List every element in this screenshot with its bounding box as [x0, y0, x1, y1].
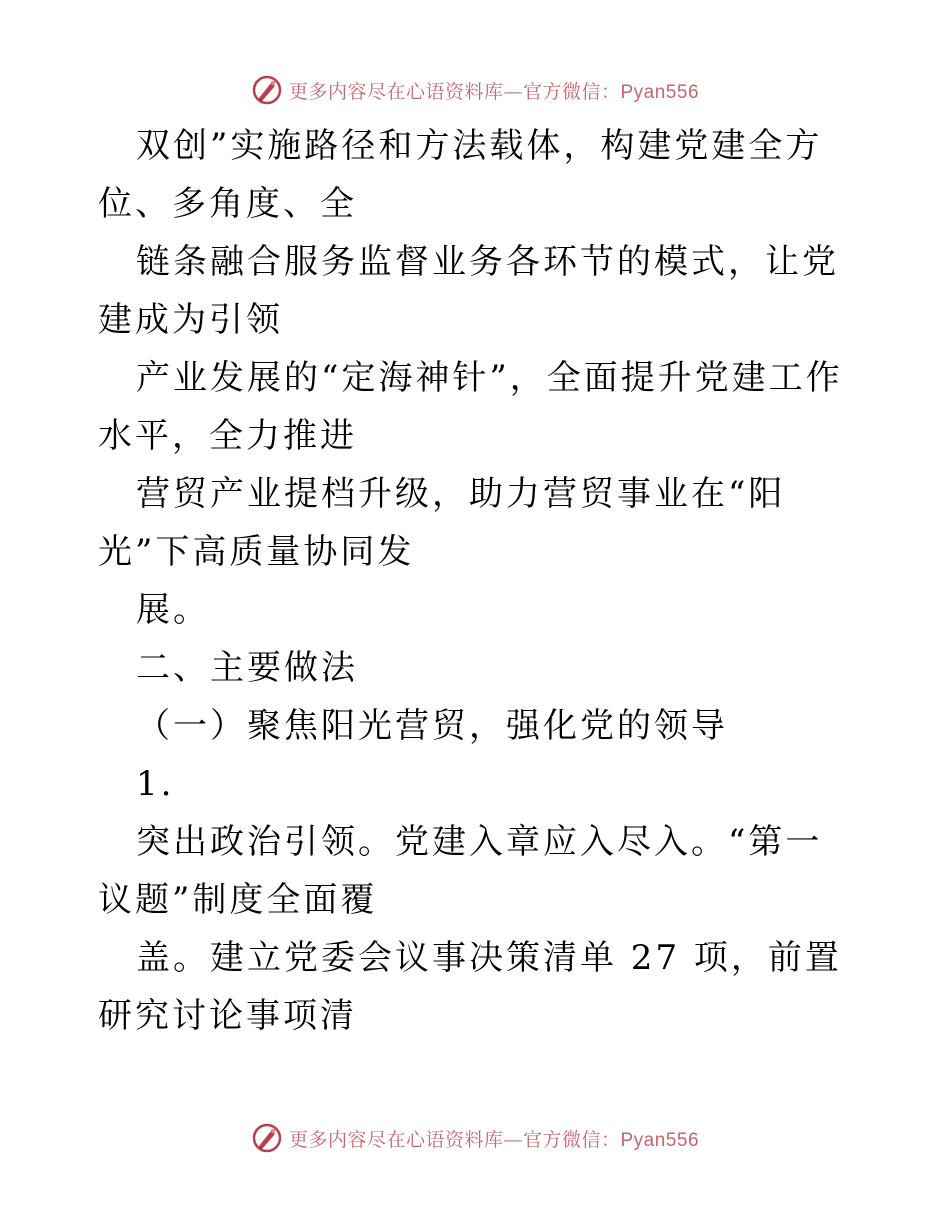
- document-body: [98, 117, 858, 1045]
- footer-watermark: [0, 1118, 950, 1158]
- watermark-text: [289, 77, 699, 104]
- list-number: 1.: [136, 764, 175, 804]
- watermark-account-id: Pyan556: [620, 81, 700, 103]
- watermark-brand: 更多内容尽在心语资料库: [288, 80, 504, 103]
- paragraph: 展。: [136, 590, 210, 630]
- section-heading: 二、主要做法: [136, 648, 358, 688]
- watermark-separator: —: [503, 80, 523, 103]
- watermark-account-label: 官方微信：: [522, 1128, 621, 1151]
- pen-logo-icon: [251, 74, 283, 106]
- paragraph: 突出政治引领。党建入章应入尽入。“第一议题”制度全面覆: [98, 822, 823, 920]
- watermark-separator: —: [503, 1128, 523, 1151]
- paragraph: 产业发展的“定海神针”，全面提升党建工作水平，全力推进: [98, 358, 843, 456]
- pen-logo-icon: [251, 1122, 283, 1154]
- watermark-text: [289, 1125, 699, 1152]
- paragraph: 盖。建立党委会议事决策清单 27 项，前置研究讨论事项清: [98, 938, 842, 1036]
- subsection-heading: （一）聚焦阳光营贸，强化党的领导: [136, 706, 728, 746]
- header-watermark: [0, 70, 950, 110]
- watermark-account-id: Pyan556: [620, 1129, 700, 1151]
- paragraph: 双创”实施路径和方法载体，构建党建全方位、多角度、全: [98, 126, 823, 224]
- paragraph: 链条融合服务监督业务各环节的模式，让党建成为引领: [98, 242, 839, 340]
- paragraph: 营贸产业提档升级，助力营贸事业在“阳光”下高质量协同发: [98, 474, 786, 572]
- watermark-brand: 更多内容尽在心语资料库: [288, 1128, 504, 1151]
- watermark-account-label: 官方微信：: [522, 80, 621, 103]
